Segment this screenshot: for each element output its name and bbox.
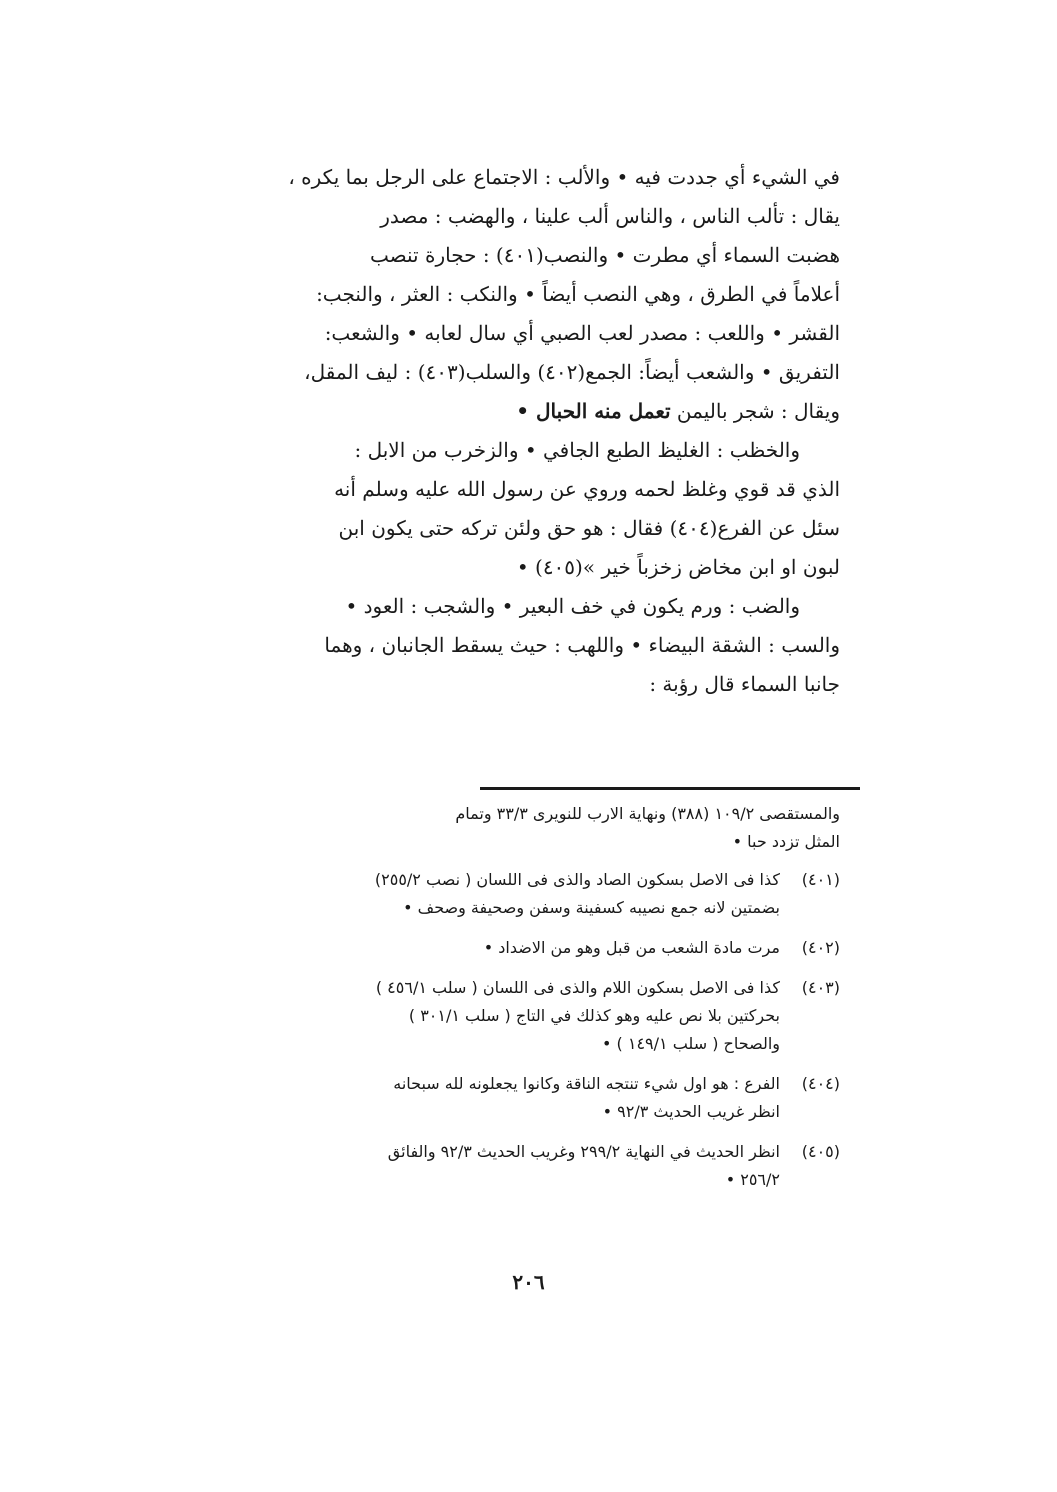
footnote-line: انظر الحديث في النهاية ٢٩٩/٢ وغريب الحديث ٩٢/٣ والفائق	[387, 1142, 780, 1161]
footnote-body	[160, 866, 780, 922]
footnote-number: (٤٠٤)	[801, 1074, 840, 1093]
footnote-number: (٤٠٥)	[801, 1142, 840, 1161]
footnote-line: كذا فى الاصل بسكون الصاد والذى فى اللسان ( نصب ٢٥٥/٢)	[374, 870, 780, 889]
footnotes-section	[160, 800, 840, 1206]
footnote-body	[160, 1070, 780, 1126]
footnote-divider	[480, 787, 860, 790]
footnote-item	[160, 1070, 840, 1126]
text-line: أعلاماً في الطرق ، وهي النصب أيضاً • والنكب : العثر ، والنجب:	[316, 282, 840, 306]
footnote-body	[160, 934, 780, 962]
footnote-item	[160, 866, 840, 922]
footnote-line: كذا فى الاصل بسكون اللام والذى فى اللسان ( سلب ٤٥٦/١ )	[375, 978, 780, 997]
text-line	[160, 392, 840, 431]
footnote-body	[160, 1138, 780, 1194]
footnote-line: والصحاح ( سلب ١٤٩/١ ) •	[602, 1034, 780, 1053]
text-span: ويقال : شجر باليمن	[670, 399, 840, 423]
text-line: يقال : تألب الناس ، والناس ألب علينا ، والهضب : مصدر	[380, 204, 840, 228]
paragraph	[160, 587, 840, 626]
text-line: هضبت السماء أي مطرت • والنصب(٤٠١) : حجارة تنصب	[370, 243, 840, 267]
main-text-body	[160, 158, 840, 704]
text-line: القشر • واللعب : مصدر لعب الصبي أي سال لعابه • والشعب:	[324, 321, 840, 345]
text-line: التفريق • والشعب أيضاً: الجمع(٤٠٢) والسلب(٤٠٣) : ليف المقل،	[304, 360, 840, 384]
paragraph	[160, 158, 840, 431]
footnote-number: (٤٠٢)	[801, 938, 840, 957]
footnote-item	[160, 1138, 840, 1194]
footnote-line: الفرع : هو اول شيء تنتجه الناقة وكانوا يجعلونه لله سبحانه	[393, 1074, 780, 1093]
footnote-line: والمستقصى ١٠٩/٢ (٣٨٨) ونهاية الارب للنويرى ٣٣/٣ وتمام	[455, 804, 840, 823]
footnote-line: ٢٥٦/٢ •	[725, 1170, 780, 1189]
text-line: جانبا السماء قال رؤبة :	[649, 672, 840, 696]
text-line: في الشيء أي جددت فيه • والألب : الاجتماع على الرجل بما يكره ،	[288, 165, 840, 189]
footnote-body	[160, 974, 780, 1058]
footnote-line: انظر غريب الحديث ٩٢/٣ •	[602, 1102, 780, 1121]
footnote-number: (٤٠١)	[801, 870, 840, 889]
paragraph-continuation	[160, 626, 840, 704]
footnote-line: مرت مادة الشعب من قبل وهو من الاضداد •	[483, 938, 780, 957]
footnote-item	[160, 974, 840, 1058]
footnote-item	[160, 934, 840, 962]
text-line: والخظب : الغليظ الطبع الجافي • والزخرب من الابل :	[354, 438, 800, 462]
footnote-line: المثل تزدد حبا •	[732, 832, 840, 851]
footnote-line: بحركتين بلا نص عليه وهو كذلك في التاج ( سلب ٣٠١/١ )	[408, 1006, 780, 1025]
footnote-continuation	[160, 800, 840, 856]
footnote-line: بضمتين لانه جمع نصيبه كسفينة وسفن وصحيفة وصحف •	[403, 898, 780, 917]
paragraph	[160, 431, 840, 470]
text-line: سئل عن الفرع(٤٠٤) فقال : هو حق ولئن تركه حتى يكون ابن	[338, 516, 840, 540]
text-line: والسب : الشقة البيضاء • واللهب : حيث يسقط الجانبان ، وهما	[324, 633, 840, 657]
paragraph-continuation	[160, 470, 840, 587]
text-line: والضب : ورم يكون في خف البعير • والشجب : العود •	[345, 594, 800, 618]
page-number: ٢٠٦	[512, 1270, 545, 1294]
text-line: الذي قد قوي وغلظ لحمه وروي عن رسول الله عليه وسلم أنه	[334, 477, 840, 501]
footnote-number: (٤٠٣)	[801, 978, 840, 997]
text-line: لبون او ابن مخاض زخزباً خير »(٤٠٥) •	[516, 555, 840, 579]
bold-text-span: تعمل منه الحبال •	[516, 399, 671, 423]
